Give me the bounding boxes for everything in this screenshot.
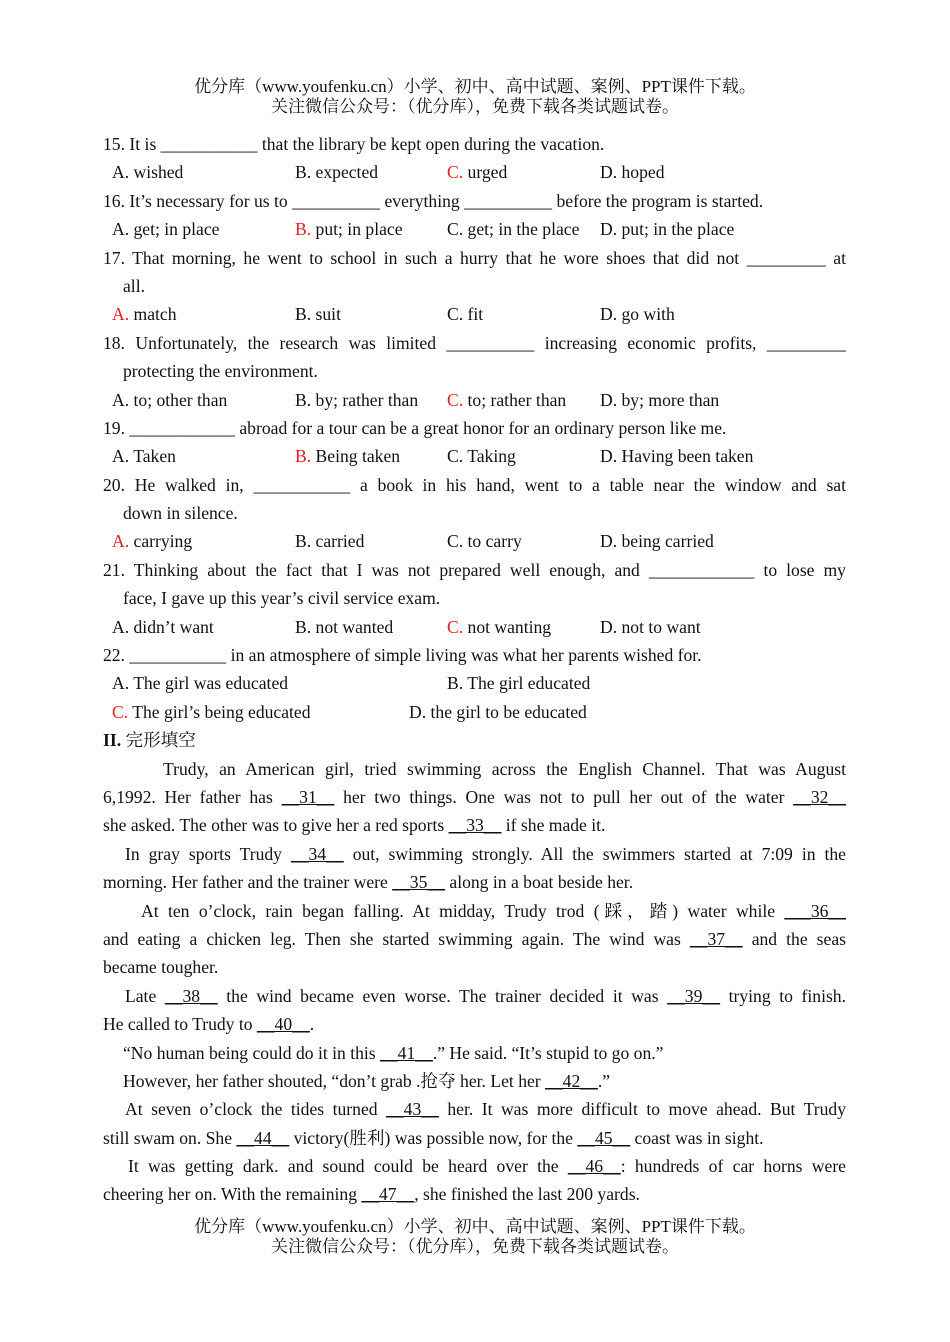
page-header (0, 77, 950, 117)
option-key: D. (600, 162, 618, 183)
passage-text: 6,1992. Her father has (103, 786, 282, 807)
option-text: not wanting (463, 616, 552, 637)
option-a (112, 613, 214, 641)
option-text: Being taken (311, 446, 401, 467)
passage-text: At seven o’clock the tides turned (125, 1099, 387, 1120)
option-a (112, 442, 176, 470)
option-text: hoped (617, 162, 665, 183)
section-heading (103, 726, 846, 754)
passage-text: trying to finish. (719, 985, 847, 1006)
page-footer (0, 1217, 950, 1257)
option-d (600, 158, 665, 186)
option-key: A. (112, 304, 130, 325)
question-text: It’s necessary for us to __________ everything __________ before the program is started. (129, 190, 764, 211)
passage-text: still swam on. She (103, 1127, 237, 1148)
option-c (447, 158, 507, 186)
question-stem-continued (103, 584, 846, 612)
section-number: II. (103, 730, 122, 751)
options-row (103, 300, 846, 328)
option-text: wished (129, 162, 184, 183)
question-text: all. (123, 275, 145, 296)
option-key: B. (295, 162, 312, 183)
cloze-blank: __42__ (545, 1070, 598, 1091)
options-row (103, 442, 846, 470)
question-stem-continued (103, 499, 846, 527)
option-key: A. (112, 531, 130, 552)
option-text: put; in place (311, 219, 403, 240)
option-key: C. (447, 389, 464, 410)
option-key: B. (295, 616, 312, 637)
option-d (409, 698, 587, 726)
option-c (447, 300, 483, 328)
option-d (600, 527, 714, 555)
option-text: The girl was educated (129, 673, 289, 694)
question-number: 17. (103, 247, 125, 268)
option-c (447, 527, 522, 555)
option-text: not to want (617, 616, 701, 637)
question-number: 21. (103, 559, 125, 580)
passage-text: if she made it. (501, 815, 606, 836)
cloze-blank: __47__ (361, 1184, 415, 1205)
option-b (295, 613, 393, 641)
option-text: get; in the place (463, 219, 580, 240)
question-number: 15. (103, 134, 125, 154)
option-text: Taking (463, 446, 516, 467)
option-key: B. (295, 304, 312, 325)
option-key: A. (112, 446, 130, 467)
question-stem (103, 244, 846, 272)
passage-line (103, 840, 846, 868)
passage-text: coast was in sight. (630, 1127, 764, 1148)
question-15 (103, 130, 846, 187)
question-text: Thinking about the fact that I was not prepared well enough, and ____________ to lose my (133, 559, 846, 580)
option-key: C. (447, 616, 464, 637)
option-b (447, 669, 590, 697)
option-key: D. (409, 701, 427, 722)
passage-text: He called to Trudy to (103, 1014, 257, 1035)
passage-text: out, swimming strongly. All the swimmers started at 7:09 in the (343, 843, 846, 864)
option-text: match (129, 304, 177, 325)
option-a (112, 386, 227, 414)
passage-text: became tougher. (103, 957, 219, 978)
option-key: A. (112, 616, 130, 637)
option-key: C. (447, 219, 464, 240)
footer-line-2: 关注微信公众号：（优分库），免费下载各类试题试卷。 (271, 1237, 679, 1256)
option-key: C. (447, 446, 464, 467)
option-text: The girl’s being educated (128, 701, 311, 722)
option-key: D. (600, 616, 618, 637)
passage-line (103, 982, 846, 1010)
passage-text: .” (597, 1070, 611, 1091)
passage-text: and the seas (742, 928, 846, 949)
cloze-blank: __39__ (667, 985, 720, 1006)
question-22 (103, 641, 846, 726)
question-stem (103, 414, 846, 442)
passage-line (103, 1180, 846, 1208)
option-d (600, 300, 675, 328)
option-b (295, 442, 400, 470)
passage-text: .” He said. “It’s stupid to go on.” (432, 1042, 664, 1063)
passage-text: the wind became even worse. The trainer decided it was (217, 985, 668, 1006)
exam-content (103, 130, 846, 1209)
option-text: didn’t want (129, 616, 214, 637)
cloze-blank: __34__ (290, 843, 344, 864)
question-number: 22. (103, 645, 125, 666)
option-c (447, 215, 579, 243)
question-text: Unfortunately, the research was limited __________ increasing economic profits, _________ (135, 332, 846, 353)
cloze-blank: __43__ (386, 1099, 439, 1120)
question-text: That morning, he went to school in such a hurry that he wore shoes that did not _________ at (132, 247, 846, 268)
passage-text: In gray sports Trudy (125, 843, 291, 864)
question-stem (103, 187, 846, 215)
option-text: urged (463, 162, 508, 183)
passage-text: . (309, 1014, 315, 1035)
passage-line (103, 897, 846, 925)
cloze-passage (103, 755, 846, 1209)
question-text: down in silence. (123, 503, 238, 524)
option-text: to; other than (129, 389, 228, 410)
option-a (112, 215, 219, 243)
option-a (112, 669, 288, 697)
passage-text: , she finished the last 200 yards. (414, 1184, 640, 1205)
option-key: B. (295, 531, 312, 552)
cloze-blank: ___36__ (784, 900, 846, 921)
cloze-blank: __35__ (392, 872, 445, 893)
cloze-blank: __45__ (577, 1127, 631, 1148)
options-row (103, 215, 846, 243)
passage-text: victory(胜利) was possible now, for the (289, 1127, 578, 1148)
cloze-blank: __37__ (689, 928, 743, 949)
option-text: Taken (129, 446, 176, 467)
option-text: to; rather than (463, 389, 567, 410)
passage-text: her. It was more difficult to move ahead. But Trudy (438, 1099, 846, 1120)
option-text: carrying (129, 531, 193, 552)
header-line-1: 优分库（www.youfenku.cn）小学、初中、高中试题、案例、PPT课件下载。 (194, 77, 756, 96)
passage-text: Late (125, 985, 165, 1006)
option-text: get; in place (129, 219, 220, 240)
cloze-blank: __46__ (567, 1156, 621, 1177)
option-key: A. (112, 162, 130, 183)
option-b (295, 386, 418, 414)
question-stem-continued (103, 272, 846, 300)
option-a (112, 300, 177, 328)
option-d (600, 215, 734, 243)
passage-text: : hundreds of car horns were (620, 1156, 846, 1177)
option-a (112, 158, 183, 186)
question-text: protecting the environment. (123, 361, 318, 382)
options-row (103, 613, 846, 641)
option-c (447, 386, 566, 414)
passage-line (103, 1152, 846, 1180)
passage-text: However, her father shouted, “don’t grab .抢夺 her. Let her (123, 1070, 546, 1091)
option-text: The girl educated (463, 673, 591, 694)
question-21 (103, 556, 846, 641)
passage-text: “No human being could do it in this (123, 1042, 381, 1063)
passage-text: It was getting dark. and sound could be heard over the (128, 1156, 568, 1177)
question-number: 18. (103, 332, 125, 353)
question-17 (103, 244, 846, 329)
option-text: put; in the place (617, 219, 735, 240)
question-text: ____________ abroad for a tour can be a great honor for an ordinary person like me. (129, 417, 727, 438)
cloze-blank: __31__ (281, 786, 335, 807)
passage-line (103, 755, 846, 783)
passage-text: cheering her on. With the remaining (103, 1184, 362, 1205)
passage-line (103, 1010, 846, 1038)
question-number: 16. (103, 190, 125, 211)
option-b (295, 158, 378, 186)
question-text: ___________ in an atmosphere of simple living was what her parents wished for. (129, 645, 702, 666)
question-19 (103, 414, 846, 471)
options-row (103, 527, 846, 555)
passage-text: along in a boat beside her. (444, 872, 634, 893)
footer-line-1: 优分库（www.youfenku.cn）小学、初中、高中试题、案例、PPT课件下载。 (194, 1217, 756, 1236)
option-key: C. (447, 304, 464, 325)
question-number: 19. (103, 417, 125, 438)
option-key: A. (112, 219, 130, 240)
passage-line (103, 953, 846, 981)
option-d (600, 613, 701, 641)
option-text: being carried (617, 531, 714, 552)
option-b (295, 215, 403, 243)
cloze-blank: __44__ (236, 1127, 290, 1148)
option-text: Having been taken (617, 446, 754, 467)
cloze-blank: __32__ (793, 786, 846, 807)
question-text: face, I gave up this year’s civil service exam. (123, 588, 441, 609)
cloze-blank: __40__ (256, 1014, 310, 1035)
option-key: C. (447, 531, 464, 552)
option-key: B. (295, 389, 312, 410)
option-key: A. (112, 673, 130, 694)
passage-line (103, 868, 846, 896)
option-text: not wanted (311, 616, 394, 637)
section-title: 完形填空 (121, 730, 196, 751)
option-key: B. (447, 673, 464, 694)
option-d (600, 386, 719, 414)
passage-line (103, 1067, 846, 1095)
option-text: carried (311, 531, 365, 552)
question-text: He walked in, ___________ a book in his hand, went to a table near the window and sat (134, 474, 846, 495)
option-c (447, 613, 551, 641)
option-text: the girl to be educated (426, 701, 587, 722)
option-b (295, 300, 341, 328)
options-row (103, 386, 846, 414)
passage-text: and eating a chicken leg. Then she started swimming again. The wind was (103, 928, 690, 949)
option-text: suit (311, 304, 341, 325)
question-stem (103, 329, 846, 357)
option-key: D. (600, 531, 618, 552)
cloze-blank: __38__ (164, 985, 218, 1006)
passage-line (103, 783, 846, 811)
option-key: D. (600, 304, 618, 325)
passage-text: she asked. The other was to give her a red sports (103, 815, 449, 836)
passage-text: morning. Her father and the trainer were (103, 872, 393, 893)
question-18 (103, 329, 846, 414)
passage-line (103, 811, 846, 839)
option-text: by; more than (617, 389, 720, 410)
option-key: D. (600, 219, 618, 240)
passage-text: her two things. One was not to pull her out of the water (334, 786, 794, 807)
option-key: B. (295, 446, 312, 467)
option-key: C. (447, 162, 464, 183)
question-stem (103, 556, 846, 584)
passage-text: Trudy, an American girl, tried swimming across the English Channel. That was August (163, 758, 846, 779)
option-c (112, 698, 311, 726)
question-number: 20. (103, 474, 125, 495)
cloze-blank: __33__ (448, 815, 502, 836)
header-line-2: 关注微信公众号：（优分库），免费下载各类试题试卷。 (271, 97, 679, 116)
question-16 (103, 187, 846, 244)
passage-line (103, 1039, 846, 1067)
passage-line (103, 925, 846, 953)
cloze-blank: __41__ (380, 1042, 433, 1063)
question-text: It is ___________ that the library be kept open during the vacation. (129, 134, 605, 154)
option-d (600, 442, 753, 470)
option-text: to carry (463, 531, 522, 552)
options-row (103, 669, 846, 697)
question-stem (103, 641, 846, 669)
passage-line (103, 1095, 846, 1123)
option-key: A. (112, 389, 130, 410)
option-a (112, 527, 192, 555)
option-text: fit (463, 304, 484, 325)
question-stem-continued (103, 357, 846, 385)
option-text: go with (617, 304, 675, 325)
options-row (103, 158, 846, 186)
option-key: D. (600, 446, 618, 467)
option-text: by; rather than (311, 389, 419, 410)
passage-line (103, 1124, 846, 1152)
question-stem (103, 471, 846, 499)
option-key: D. (600, 389, 618, 410)
question-stem (103, 130, 846, 158)
option-key: C. (112, 701, 129, 722)
option-c (447, 442, 516, 470)
passage-text: At ten o’clock, rain began falling. At midday, Trudy trod (踩，踏) water while (141, 900, 785, 921)
options-row (103, 698, 846, 726)
question-20 (103, 471, 846, 556)
option-b (295, 527, 364, 555)
option-key: B. (295, 219, 312, 240)
option-text: expected (311, 162, 379, 183)
